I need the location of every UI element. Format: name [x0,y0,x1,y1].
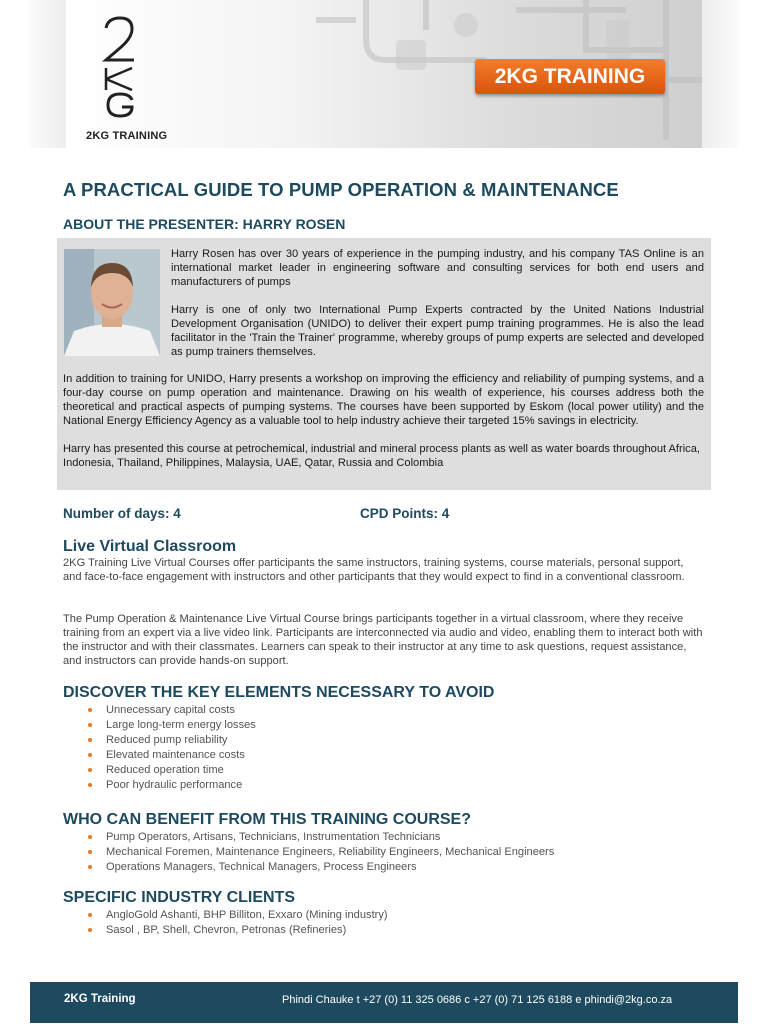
list-item: Operations Managers, Technical Managers, Process Engineers [88,860,554,875]
footer-contact: Phindi Chauke t +27 (0) 11 325 0686 c +27 (0) 71 125 6188 e phindi@2kg.co.za [282,994,673,1006]
list-item: Reduced operation time [88,763,256,778]
logo-caption: 2KG TRAINING [86,130,168,142]
bio-paragraph-2: Harry is one of only two International Pump Experts contracted by the United Nations Industrial Development Organisation (UNIDO) to deliver their expert pump training programmes. He is also the lead facilitator in the 'Train the Trainer' programme, whereby groups of pump experts are selected and developed as pump trainers themselves. [171,304,704,358]
list-item: Elevated maintenance costs [88,748,256,763]
header-side-decoration-left [30,0,66,148]
list-item: Mechanical Foremen, Maintenance Engineers, Reliability Engineers, Mechanical Engineers [88,845,554,860]
bio-paragraph-3: In addition to training for UNIDO, Harry presents a workshop on improving the efficiency and reliability of pumping systems, and a four-day course on pump operation and maintenance. Drawing on his wealth of experience, his courses address both the theoretical and practical aspects of pumping systems. The courses have been supported by Eskom (local power utility) and the National Energy Efficiency Agency as a valuable tool to help industry achieve their targeted 15% savings in electricity. [63,373,704,427]
list-item: Poor hydraulic performance [88,778,256,793]
presenter-photo [64,249,160,356]
list-item: Sasol , BP, Shell, Chevron, Petronas (Refineries) [88,923,388,938]
live-virtual-paragraph-1: 2KG Training Live Virtual Courses offer participants the same instructors, training systems, course materials, personal support, and face-to-face engagement with instructors and other participants that they would expect to find in a conventional classroom. [63,557,685,583]
cpd-points: CPD Points: 4 [360,506,450,521]
list-item: AngloGold Ashanti, BHP Billiton, Exxaro (Mining industry) [88,908,388,923]
industry-clients-list [88,908,388,938]
bio-paragraph-1: Harry Rosen has over 30 years of experience in the pumping industry, and his company TAS Online is an international market leader in engineering software and consulting services for both end users and manufacturers of pumps [171,248,704,288]
list-item: Large long-term energy losses [88,718,256,733]
list-item: Reduced pump reliability [88,733,256,748]
2kg-logo [100,16,140,118]
discover-heading: DISCOVER THE KEY ELEMENTS NECESSARY TO AVOID [63,684,495,701]
footer-company: 2KG Training [64,993,136,1005]
2kg-training-badge: 2KG TRAINING [475,59,665,94]
who-can-benefit-list [88,830,554,875]
industry-clients-heading: SPECIFIC INDUSTRY CLIENTS [63,889,296,906]
header-side-decoration-right [702,0,738,148]
page-title: A PRACTICAL GUIDE TO PUMP OPERATION & MAINTENANCE [63,179,619,200]
who-can-benefit-heading: WHO CAN BENEFIT FROM THIS TRAINING COURSE? [63,811,471,828]
number-of-days: Number of days: 4 [63,506,181,521]
discover-list [88,703,256,792]
live-virtual-heading: Live Virtual Classroom [63,538,237,555]
list-item: Unnecessary capital costs [88,703,256,718]
presenter-heading: ABOUT THE PRESENTER: HARRY ROSEN [63,216,346,232]
list-item: Pump Operators, Artisans, Technicians, Instrumentation Technicians [88,830,554,845]
live-virtual-paragraph-2: The Pump Operation & Maintenance Live Virtual Course brings participants together in a virtual classroom, where they receive training from an expert via a live video link. Participants are interconnected via audio and video, enabling them to interact both with the instructor and with their classmates. Learners can speak to their instructor at any time to ask questions, request assistance, and instructors can provide hands-on support. [63,613,703,667]
bio-paragraph-4: Harry has presented this course at petrochemical, industrial and mineral process plants as well as water boards throughout Africa, Indonesia, Thailand, Philippines, Malaysia, UAE, Qatar, Russia and Colombia [63,443,700,469]
